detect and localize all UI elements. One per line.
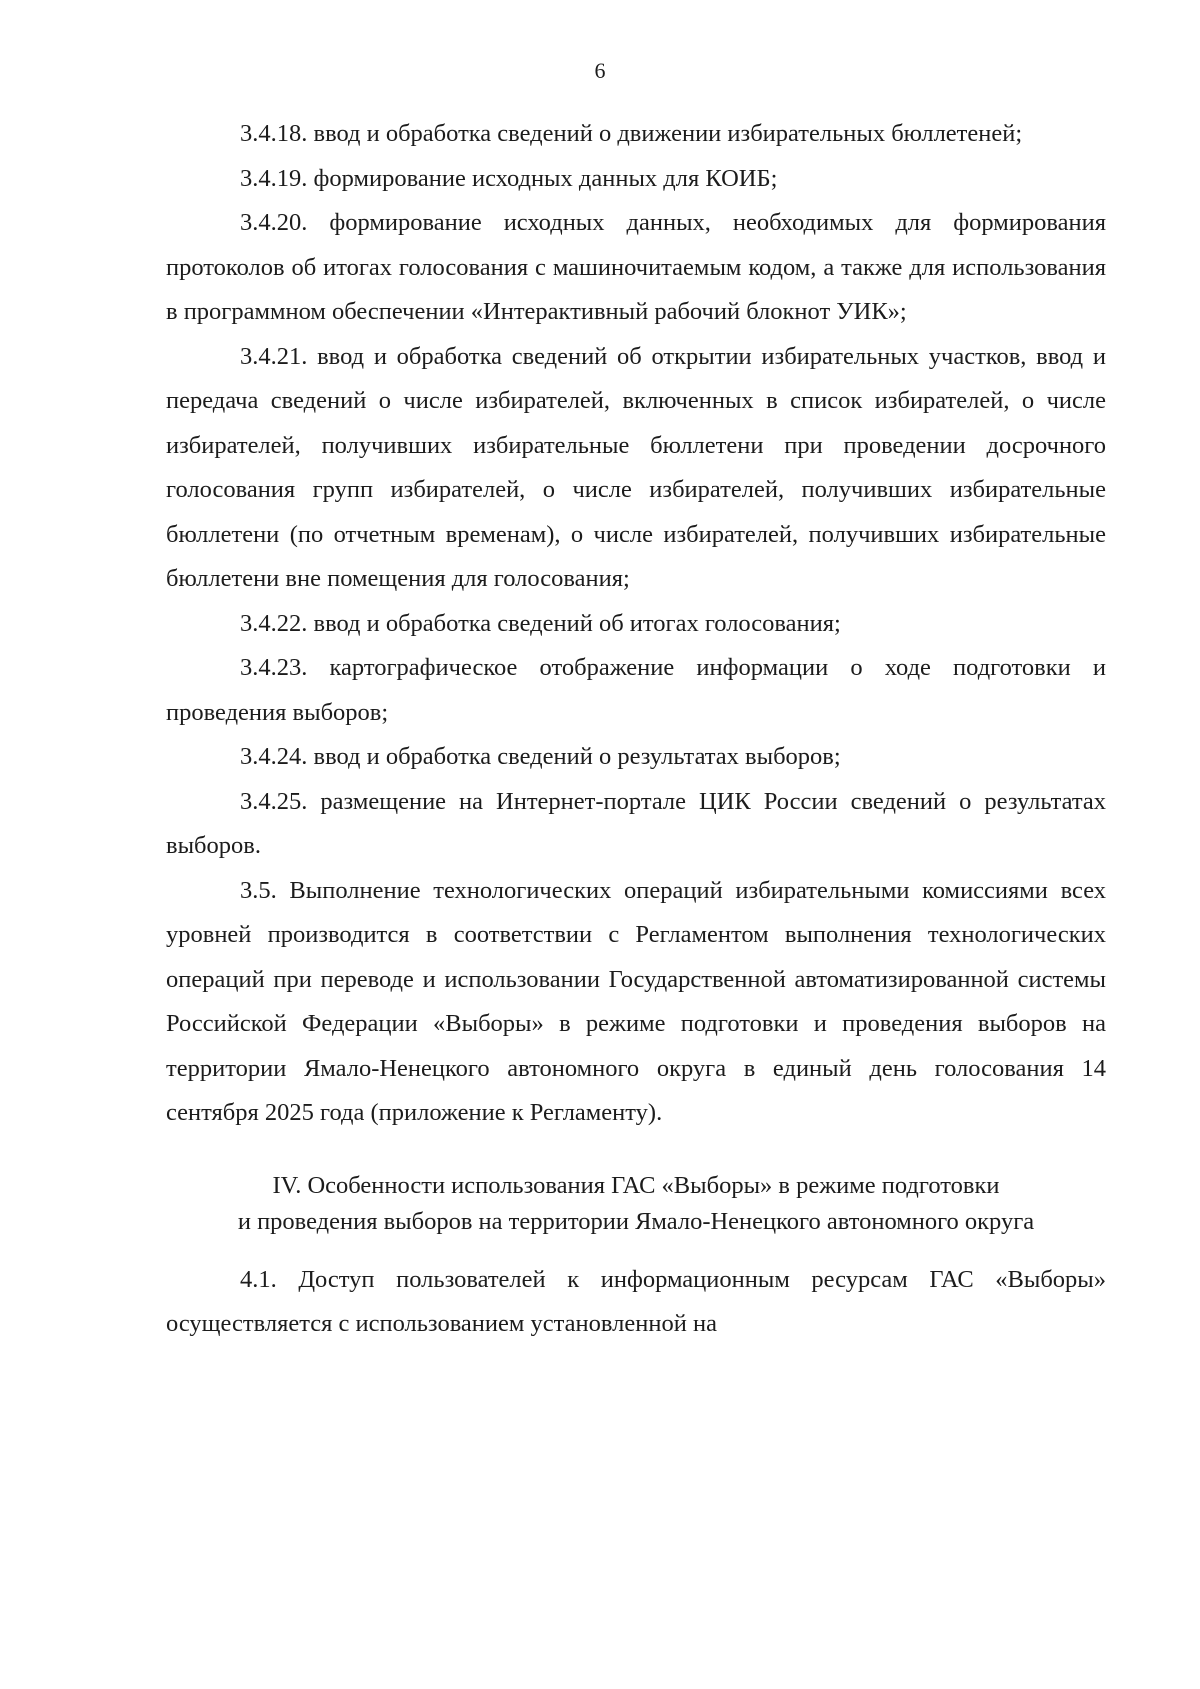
paragraph-3-4-22: 3.4.22. ввод и обработка сведений об итогах голосования;: [240, 609, 841, 637]
paragraph-4-1: 4.1. Доступ пользователей к информационным ресурсам ГАС «Выборы» осуществляется с использованием установленной на: [166, 1265, 1106, 1337]
section-heading-line-1: IV. Особенности использования ГАС «Выборы» в режиме подготовки: [272, 1171, 1000, 1199]
paragraph-3-4-25: 3.4.25. размещение на Интернет-портале ЦИК России сведений о результатах выборов.: [166, 787, 1106, 859]
section-heading-line-2: и проведения выборов на территории Ямало-Ненецкого автономного округа: [237, 1207, 1035, 1235]
section-heading-iv: [166, 1168, 1106, 1240]
paragraph-3-4-19: 3.4.19. формирование исходных данных для КОИБ;: [240, 164, 778, 192]
paragraph-3-4-21: 3.4.21. ввод и обработка сведений об открытии избирательных участков, ввод и передача сведений о числе избирателей, включенных в список избирателей, о числе избирателей, получивших избирательные бюллетени при проведении досрочного голосования групп избирателей, о числе избирателей, получивших избирательные бюллетени (по отчетным временам), о числе избирателей, получивших избирательные бюллетени вне помещения для голосования;: [166, 342, 1106, 592]
document-body: [166, 112, 1106, 1347]
paragraph-3-4-23: 3.4.23. картографическое отображение информации о ходе подготовки и проведения выборов;: [166, 654, 1106, 726]
page-number: 6: [594, 58, 606, 83]
paragraph-3-4-20: 3.4.20. формирование исходных данных, необходимых для формирования протоколов об итогах голосования с машиночитаемым кодом, а также для использования в программном обеспечении «Интерактивный рабочий блокнот УИК»;: [166, 209, 1106, 325]
paragraph-3-4-18: 3.4.18. ввод и обработка сведений о движении избирательных бюллетеней;: [240, 120, 1023, 147]
paragraph-3-5: 3.5. Выполнение технологических операций избирательными комиссиями всех уровней производится в соответствии с Регламентом выполнения технологических операций при переводе и использовании Государственной автоматизированной системы Российской Федерации «Выборы» в режиме подготовки и проведения выборов на территории Ямало-Ненецкого автономного округа в единый день голосования 14 сентября 2025 года (приложение к Регламенту).: [166, 876, 1106, 1126]
paragraph-3-4-24: 3.4.24. ввод и обработка сведений о результатах выборов;: [240, 743, 841, 770]
